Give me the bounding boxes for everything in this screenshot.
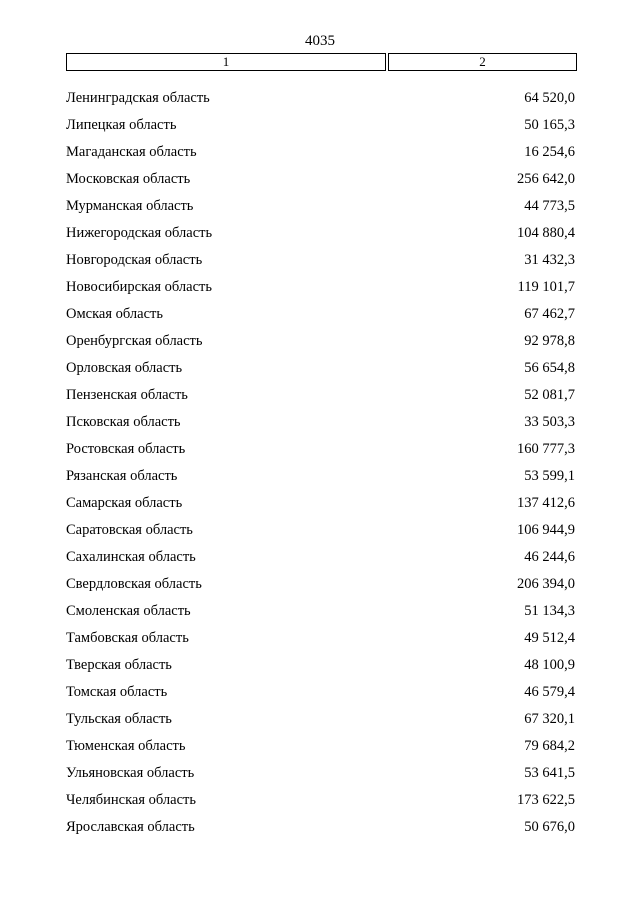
table-row [66,490,575,517]
table-row [66,112,575,139]
region-value: 44 773,5 [524,198,575,214]
table-row [66,517,575,544]
region-value: 119 101,7 [517,279,575,295]
table-row [66,706,575,733]
table-row [66,436,575,463]
table-row [66,544,575,571]
table-body [66,85,575,841]
region-name: Ярославская область [66,819,195,835]
region-value: 49 512,4 [524,630,575,646]
table-row [66,355,575,382]
region-value: 53 641,5 [524,765,575,781]
region-value: 137 412,6 [517,495,575,511]
region-name: Оренбургская область [66,333,203,349]
region-name: Челябинская область [66,792,196,808]
table-row [66,625,575,652]
table-row [66,409,575,436]
region-name: Псковская область [66,414,181,430]
region-value: 50 676,0 [524,819,575,835]
table-row [66,139,575,166]
column-header-1: 1 [66,53,386,71]
table-row [66,85,575,112]
table-row [66,193,575,220]
region-name: Рязанская область [66,468,178,484]
region-value: 50 165,3 [524,117,575,133]
region-name: Ростовская область [66,441,186,457]
region-name: Ленинградская область [66,90,210,106]
table-row [66,598,575,625]
table-row [66,247,575,274]
region-value: 256 642,0 [517,171,575,187]
region-name: Тюменская область [66,738,186,754]
region-name: Тверская область [66,657,172,673]
region-name: Магаданская область [66,144,197,160]
region-name: Тульская область [66,711,172,727]
region-value: 104 880,4 [517,225,575,241]
region-name: Липецкая область [66,117,177,133]
table-row [66,733,575,760]
region-name: Омская область [66,306,163,322]
region-value: 67 462,7 [524,306,575,322]
region-value: 48 100,9 [524,657,575,673]
region-name: Саратовская область [66,522,193,538]
region-value: 46 244,6 [524,549,575,565]
column-header-2: 2 [388,53,577,71]
region-value: 206 394,0 [517,576,575,592]
region-name: Томская область [66,684,168,700]
region-value: 33 503,3 [524,414,575,430]
region-name: Новгородская область [66,252,203,268]
table-row [66,166,575,193]
region-name: Нижегородская область [66,225,213,241]
region-name: Смоленская область [66,603,191,619]
table-row [66,301,575,328]
region-value: 67 320,1 [524,711,575,727]
table-row [66,274,575,301]
region-value: 64 520,0 [524,90,575,106]
region-value: 53 599,1 [524,468,575,484]
table-row [66,382,575,409]
region-value: 51 134,3 [524,603,575,619]
region-value: 16 254,6 [524,144,575,160]
table-header [66,53,577,71]
table-row [66,652,575,679]
region-name: Свердловская область [66,576,202,592]
region-name: Сахалинская область [66,549,196,565]
region-name: Тамбовская область [66,630,189,646]
region-name: Новосибирская область [66,279,212,295]
table-row [66,220,575,247]
region-name: Орловская область [66,360,183,376]
region-name: Московская область [66,171,191,187]
table-row [66,814,575,841]
region-value: 106 944,9 [517,522,575,538]
table-row [66,328,575,355]
table-row [66,760,575,787]
region-value: 52 081,7 [524,387,575,403]
region-name: Мурманская область [66,198,194,214]
table-row [66,787,575,814]
region-name: Пензенская область [66,387,188,403]
region-value: 79 684,2 [524,738,575,754]
table-row [66,571,575,598]
region-value: 160 777,3 [517,441,575,457]
region-value: 31 432,3 [524,252,575,268]
page-number: 4035 [305,33,335,49]
region-value: 46 579,4 [524,684,575,700]
region-value: 56 654,8 [524,360,575,376]
region-value: 173 622,5 [517,792,575,808]
table-row [66,679,575,706]
table-row [66,463,575,490]
region-name: Самарская область [66,495,183,511]
region-name: Ульяновская область [66,765,195,781]
region-value: 92 978,8 [524,333,575,349]
